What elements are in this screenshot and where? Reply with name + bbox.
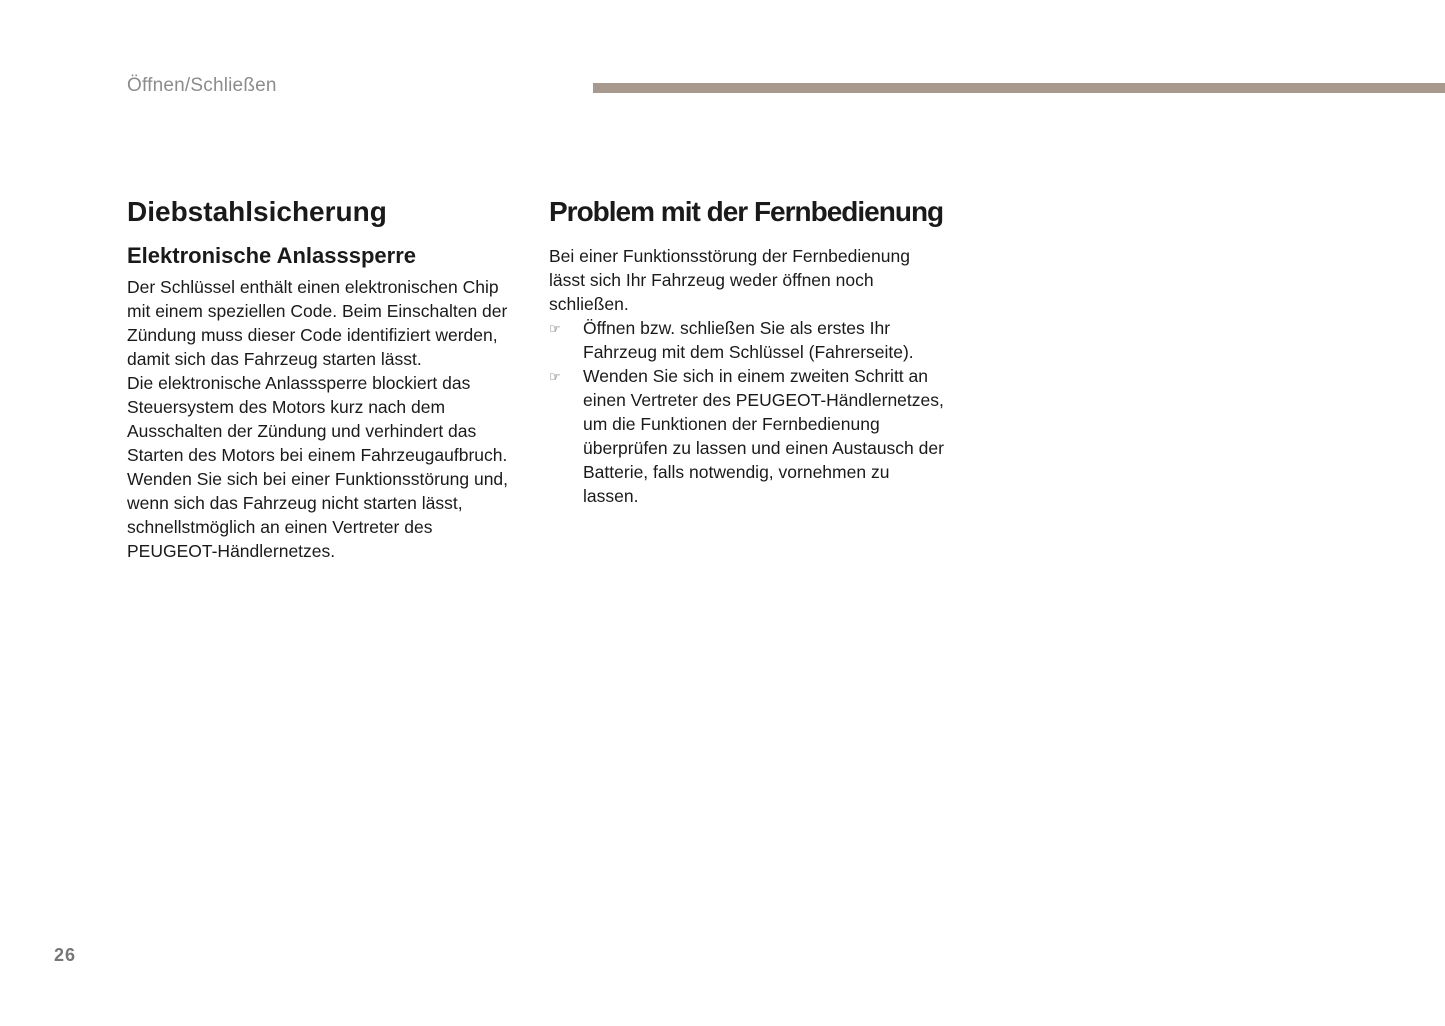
heading-fernbedienung: Problem mit der Fernbedienung bbox=[549, 196, 944, 227]
left-paragraph-1: Der Schlüssel enthält einen elektronischen Chip mit einem speziellen Code. Beim Einschalten der Zündung muss dieser Code identifiziert werden, damit sich das Fahrzeug starten lässt. bbox=[127, 277, 508, 369]
heading-diebstahlsicherung: Diebstahlsicherung bbox=[127, 196, 387, 227]
bullet-item-1 bbox=[549, 316, 944, 364]
right-intro-paragraph: Bei einer Funktionsstörung der Fernbedienung lässt sich Ihr Fahrzeug weder öffnen noch schließen. bbox=[549, 246, 910, 314]
subheading-anlasssperre: Elektronische Anlasssperre bbox=[127, 243, 416, 268]
pointing-hand-icon: ☞ bbox=[549, 369, 561, 384]
header-rule bbox=[593, 83, 1445, 93]
section-title: Öffnen/Schließen bbox=[127, 75, 277, 96]
left-paragraph-2: Die elektronische Anlasssperre blockiert das Steuersystem des Motors kurz nach dem Ausschalten der Zündung und verhindert das Starten des Motors bei einem Fahrzeugaufbruch. bbox=[127, 373, 508, 465]
right-column bbox=[549, 195, 944, 508]
bullet-text-2: Wenden Sie sich in einem zweiten Schritt an einen Vertreter des PEUGEOT-Händlernetzes, um die Funktionen der Fernbedienung überprüfen zu lassen und einen Austausch der Batterie, falls notwendig, vornehmen zu lassen. bbox=[583, 366, 944, 506]
pointing-hand-icon: ☞ bbox=[549, 321, 561, 336]
page-number: 26 bbox=[54, 945, 77, 965]
bullet-text-1: Öffnen bzw. schließen Sie als erstes Ihr Fahrzeug mit dem Schlüssel (Fahrerseite). bbox=[583, 318, 914, 362]
left-paragraph-3: Wenden Sie sich bei einer Funktionsstörung und, wenn sich das Fahrzeug nicht starten lässt, schnellstmöglich an einen Vertreter des PEUGEOT-Händlernetzes. bbox=[127, 469, 509, 561]
left-column bbox=[127, 195, 512, 563]
bullet-item-2 bbox=[549, 364, 944, 508]
